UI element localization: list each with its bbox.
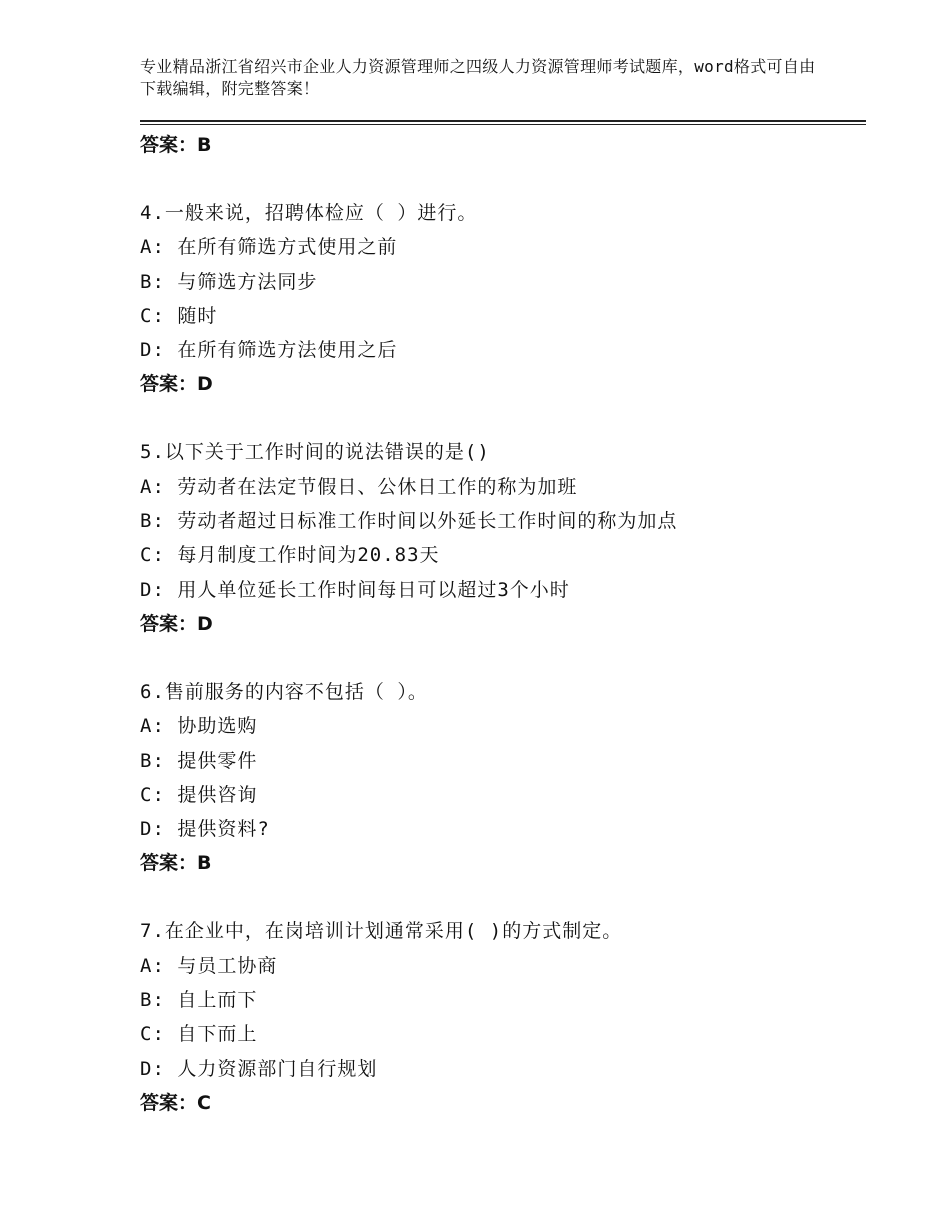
option-c: C: 每月制度工作时间为20.83天 bbox=[140, 544, 440, 567]
option-b: B: 与筛选方法同步 bbox=[140, 270, 318, 293]
document-header: 专业精品浙江省绍兴市企业人力资源管理师之四级人力资源管理师考试题库，word格式可自由下载编辑，附完整答案！ bbox=[140, 57, 816, 98]
option-d: D: 在所有筛选方法使用之后 bbox=[140, 339, 398, 362]
option-a: A: 劳动者在法定节假日、公休日工作的称为加班 bbox=[140, 475, 578, 498]
option-a: A: 与员工协商 bbox=[140, 954, 278, 977]
answer-line: 答案：B bbox=[140, 134, 212, 156]
question-list bbox=[140, 128, 860, 1120]
question-stem: 4.一般来说，招聘体检应（ ）进行。 bbox=[140, 202, 478, 224]
answer-line: 答案：C bbox=[140, 1091, 211, 1114]
option-d: D: 人力资源部门自行规划 bbox=[140, 1057, 378, 1080]
option-d: D: 提供资料? bbox=[140, 818, 270, 841]
question-7 bbox=[140, 914, 860, 1119]
question-5 bbox=[140, 435, 860, 640]
option-d: D: 用人单位延长工作时间每日可以超过3个小时 bbox=[140, 578, 570, 601]
question-4 bbox=[140, 196, 860, 401]
header-rule-thick bbox=[140, 120, 866, 122]
option-a: A: 在所有筛选方式使用之前 bbox=[140, 236, 398, 259]
option-c: C: 提供咨询 bbox=[140, 783, 258, 806]
option-b: B: 劳动者超过日标准工作时间以外延长工作时间的称为加点 bbox=[140, 510, 678, 533]
header-rule-thin bbox=[140, 124, 866, 125]
question-stem: 7.在企业中，在岗培训计划通常采用( )的方式制定。 bbox=[140, 920, 623, 943]
question-6 bbox=[140, 675, 860, 880]
option-b: B: 提供零件 bbox=[140, 749, 258, 772]
option-b: B: 自上而下 bbox=[140, 989, 258, 1012]
question-stem: 6.售前服务的内容不包括（ ）。 bbox=[140, 680, 428, 703]
answer-line: 答案：D bbox=[140, 373, 213, 396]
option-c: C: 随时 bbox=[140, 304, 218, 327]
answer-line: 答案：B bbox=[140, 852, 212, 875]
option-c: C: 自下而上 bbox=[140, 1023, 258, 1046]
answer-line: 答案：D bbox=[140, 612, 213, 635]
question-stem: 5.以下关于工作时间的说法错误的是() bbox=[140, 441, 490, 464]
option-a: A: 协助选购 bbox=[140, 715, 258, 738]
